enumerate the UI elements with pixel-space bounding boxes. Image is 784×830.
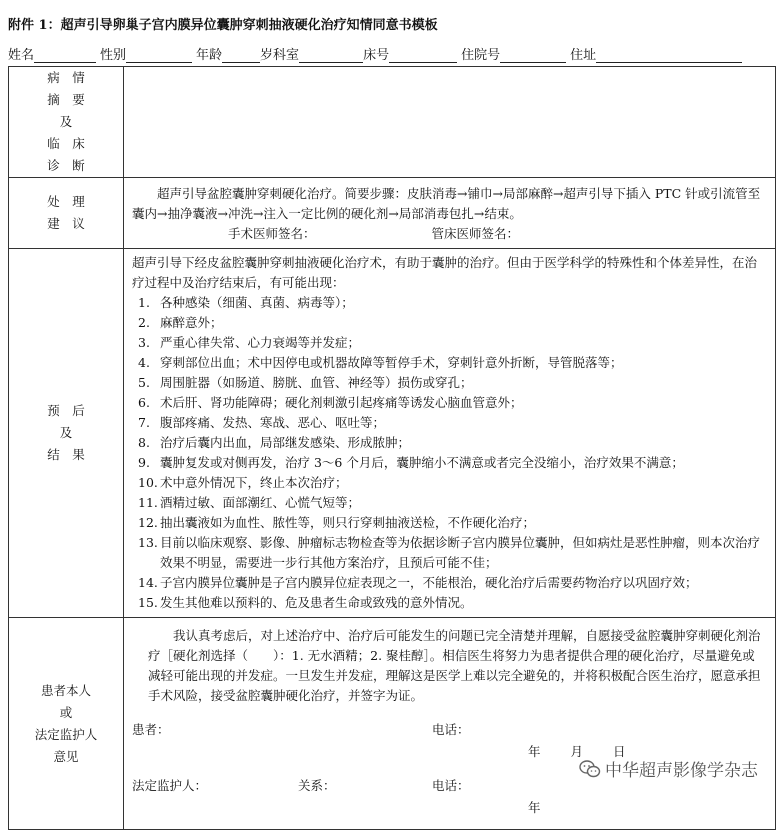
bed-blank[interactable] <box>389 48 457 63</box>
label-line: 预 后 <box>47 403 85 418</box>
consent-row <box>9 618 776 830</box>
patient-phone[interactable]: 电话： <box>432 722 470 737</box>
prognosis-item <box>132 533 765 573</box>
prognosis-item-text: 治疗后囊内出血，局部继发感染、形成脓肿； <box>160 435 411 450</box>
document-title: 附件 1：超声引导卵巢子宫内膜异位囊肿穿刺抽液硬化治疗知情同意书模板 <box>8 18 438 33</box>
watermark-text: 中华超声影像学杂志 <box>605 761 758 781</box>
label-line: 诊 断 <box>47 158 85 173</box>
bed-label: 床号 <box>363 48 390 63</box>
consent-form-table <box>8 66 776 830</box>
prognosis-item <box>132 433 765 453</box>
treatment-content <box>124 178 776 249</box>
prognosis-item-number: 14. <box>138 575 158 590</box>
prognosis-item-text: 发生其他难以预料的、危及患者生命或致残的意外情况。 <box>160 595 473 610</box>
treatment-label <box>9 178 124 249</box>
address-label: 住址 <box>570 48 597 63</box>
patient-signature[interactable]: 患者： <box>132 722 170 737</box>
date-day: 日 <box>613 744 626 759</box>
prognosis-item-number: 2. <box>138 315 150 330</box>
patient-sign-line <box>132 720 765 740</box>
label-line: 摘 要 <box>47 92 85 107</box>
guardian-date-line <box>132 798 765 818</box>
label-line: 或 <box>59 704 73 720</box>
prognosis-item-number: 13. <box>138 535 158 550</box>
prognosis-item-text: 腹部疼痛、发热、寒战、恶心、呕吐等； <box>160 415 386 430</box>
gender-label: 性别 <box>100 48 127 63</box>
prognosis-item-text: 术中意外情况下，终止本次治疗； <box>160 475 348 490</box>
patient-info-row <box>8 44 778 63</box>
prognosis-item-text: 各种感染（细菌、真菌、病毒等）； <box>160 295 354 310</box>
address-blank[interactable] <box>596 48 742 63</box>
prognosis-list <box>132 293 765 613</box>
prognosis-item-text: 麻醉意外； <box>160 315 223 330</box>
admission-label: 住院号 <box>461 48 501 63</box>
label-line: 患者本人 <box>40 682 91 698</box>
prognosis-item-number: 15. <box>138 595 158 610</box>
guardian-phone[interactable]: 电话： <box>432 778 470 793</box>
prognosis-item-text: 穿刺部位出血；术中因停电或机器故障等暂停手术，穿刺针意外折断，导管脱落等； <box>160 355 623 370</box>
prognosis-item <box>132 333 765 353</box>
age-blank[interactable] <box>222 48 260 63</box>
label-line: 建 议 <box>47 216 85 231</box>
label-line: 及 <box>59 425 73 440</box>
prognosis-label <box>9 249 124 618</box>
label-line: 病 情 <box>47 70 85 85</box>
diagnosis-content[interactable] <box>124 67 776 178</box>
prognosis-item-number: 12. <box>138 515 158 530</box>
prognosis-item-number: 5. <box>138 375 150 390</box>
prognosis-item <box>132 593 765 613</box>
prognosis-item-text: 周围脏器（如肠道、膀胱、血管、神经等）损伤或穿孔； <box>160 375 473 390</box>
diagnosis-label <box>9 67 124 178</box>
consent-text: 我认真考虑后，对上述治疗中、治疗后可能发生的问题已完全清楚并理解，自愿接受盆腔囊肿穿刺硬化剂治疗［硬化剂选择（ ）：1. 无水酒精；2. 聚桂醇］。相信医生将努力为患者提供合理的硬化治疗，尽量避免或减轻可能出现的并发症。一旦发生并发症，理解这是医学上难以完全避免的，并将积极配合医生治疗，愿意承担手术风险，接受盆腔囊肿硬化治疗，并签字为证。 <box>148 628 761 703</box>
treatment-signatures <box>132 224 765 244</box>
label-line: 结 果 <box>47 447 85 462</box>
gender-blank[interactable] <box>126 48 192 63</box>
prognosis-item <box>132 473 765 493</box>
name-label: 姓名 <box>8 48 35 63</box>
label-line: 处 理 <box>47 194 85 209</box>
prognosis-item-number: 1. <box>138 295 150 310</box>
prognosis-item-text: 目前以临床观察、影像、肿瘤标志物检查等为依据诊断子宫内膜异位囊肿，但如病灶是恶性肿瘤，则本次治疗效果不明显，需要进一步行其他方案治疗，且预后可能不佳； <box>160 535 761 570</box>
prognosis-item <box>132 413 765 433</box>
prognosis-item-number: 8. <box>138 435 150 450</box>
prognosis-item <box>132 313 765 333</box>
prognosis-intro: 超声引导下经皮盆腔囊肿穿刺抽液硬化治疗术，有助于囊肿的治疗。但由于医学科学的特殊性和个体差异性，在治疗过程中及治疗结束后，有可能出现： <box>132 255 758 290</box>
wechat-icon <box>579 759 601 779</box>
admission-blank[interactable] <box>500 48 566 63</box>
guardian-relation[interactable]: 关系： <box>298 778 336 793</box>
prognosis-item-number: 10. <box>138 475 158 490</box>
prognosis-item-text: 抽出囊液如为血性、脓性等，则只行穿刺抽液送检，不作硬化治疗； <box>160 515 536 530</box>
prognosis-item-text: 严重心律失常、心力衰竭等并发症； <box>160 335 361 350</box>
prognosis-item-text: 子宫内膜异位囊肿是子宫内膜异位症表现之一，不能根治，硬化治疗后需要药物治疗以巩固疗效； <box>160 575 698 590</box>
prognosis-item <box>132 573 765 593</box>
prognosis-item-number: 3. <box>138 335 150 350</box>
prognosis-item-number: 7. <box>138 415 150 430</box>
date-year-2: 年 <box>528 800 541 815</box>
prognosis-item-text: 术后肝、肾功能障碍；硬化剂刺激引起疼痛等诱发心脑血管意外； <box>160 395 523 410</box>
watermark <box>579 756 758 781</box>
prognosis-item <box>132 373 765 393</box>
prognosis-row <box>9 249 776 618</box>
age-label: 年龄 <box>196 48 223 63</box>
surgeon-signature[interactable]: 手术医师签名： <box>228 226 316 241</box>
label-line: 意见 <box>53 748 79 764</box>
date-month: 月 <box>570 744 584 759</box>
consent-content <box>124 618 776 830</box>
prognosis-item <box>132 513 765 533</box>
dept-blank[interactable] <box>299 48 363 63</box>
prognosis-item <box>132 353 765 373</box>
prognosis-content <box>124 249 776 618</box>
prognosis-item <box>132 293 765 313</box>
name-blank[interactable] <box>34 48 96 63</box>
label-line: 及 <box>59 114 73 129</box>
consent-label <box>9 618 124 830</box>
prognosis-item-number: 11. <box>138 495 158 510</box>
prognosis-item-text: 囊肿复发或对侧再发，治疗 3～6 个月后，囊肿缩小不满意或者完全没缩小，治疗效果不满意； <box>160 455 684 470</box>
prognosis-item <box>132 393 765 413</box>
prognosis-item-number: 6. <box>138 395 150 410</box>
treatment-text: 超声引导盆腔囊肿穿刺硬化治疗。简要步骤：皮肤消毒→铺巾→局部麻醉→超声引导下插入 PTC 针或引流管至囊内→抽净囊液→冲洗→注入一定比例的硬化剂→局部消毒包扎→结束。 <box>132 186 761 221</box>
prognosis-item-number: 4. <box>138 355 150 370</box>
guardian-signature[interactable]: 法定监护人： <box>132 778 208 793</box>
date-year: 年 <box>528 744 541 759</box>
label-line: 法定监护人 <box>34 726 98 742</box>
diagnosis-row <box>9 67 776 178</box>
prognosis-item-number: 9. <box>138 455 150 470</box>
label-line: 临 床 <box>47 136 85 151</box>
prognosis-item <box>132 453 765 473</box>
dept-label: 岁科室 <box>260 48 300 63</box>
prognosis-item-text: 酒精过敏、面部潮红、心慌气短等； <box>160 495 361 510</box>
treatment-row <box>9 178 776 249</box>
prognosis-item <box>132 493 765 513</box>
doctor-signature[interactable]: 管床医师签名： <box>431 226 520 241</box>
